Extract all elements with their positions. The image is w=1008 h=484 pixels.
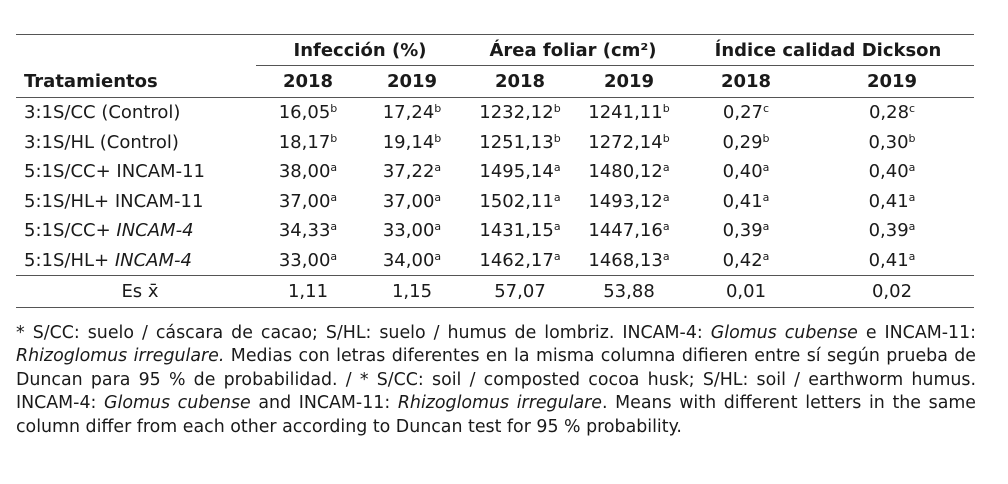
standard-error-value: 1,15 xyxy=(360,276,464,308)
treatment-cell xyxy=(16,157,256,187)
footnote-text: Medias con letras diferentes en la misma columna difieren entre sí según prueba de Duncan para 95 % de probabilidad. / * S/CC: soil / composted cocoa husk; S/HL: soil / earthworm humus. INCAM-4: xyxy=(16,346,976,414)
value-cell xyxy=(360,98,464,128)
value-cell xyxy=(464,157,576,187)
footnote-italic-text: Rhizoglomus irregulare xyxy=(397,393,602,414)
table-row xyxy=(16,246,974,276)
significance-letter: a xyxy=(662,249,670,263)
value: 34,33 xyxy=(278,220,331,242)
value: 33,00 xyxy=(278,249,331,271)
significance-letter: b xyxy=(662,131,670,145)
value: 18,17 xyxy=(278,131,331,153)
value-cell xyxy=(464,98,576,128)
value: 1462,17 xyxy=(479,249,554,271)
standard-error-row xyxy=(16,276,974,308)
value-cell xyxy=(810,216,974,246)
value: 0,40 xyxy=(868,161,909,183)
treatment-cell xyxy=(16,216,256,246)
results-table xyxy=(16,34,974,308)
standard-error-value: 0,01 xyxy=(682,276,810,308)
header-row-years xyxy=(16,66,974,98)
value-cell xyxy=(360,216,464,246)
treatment-label: 5:1S/CC+ xyxy=(24,220,117,242)
footnote-text: and INCAM-11: xyxy=(250,393,398,414)
results-table-container xyxy=(16,34,974,308)
value-cell xyxy=(682,128,810,158)
value-cell xyxy=(682,98,810,128)
significance-letter: a xyxy=(330,190,338,204)
value-cell xyxy=(256,187,360,217)
table-body xyxy=(16,98,974,276)
value-cell xyxy=(464,128,576,158)
significance-letter: b xyxy=(553,131,561,145)
table-row xyxy=(16,187,974,217)
significance-letter: a xyxy=(330,249,338,263)
treatment-label-italic: INCAM-4 xyxy=(116,220,194,242)
value-cell xyxy=(360,157,464,187)
standard-error-value: 53,88 xyxy=(576,276,682,308)
treatment-label: 5:1S/HL+ xyxy=(24,249,115,271)
value: 1502,11 xyxy=(479,190,554,212)
significance-letter: b xyxy=(330,131,338,145)
significance-letter: a xyxy=(762,249,770,263)
value-cell xyxy=(256,246,360,276)
value: 0,41 xyxy=(868,249,909,271)
significance-letter: a xyxy=(762,220,770,234)
value: 1232,12 xyxy=(479,102,554,124)
value-cell xyxy=(810,98,974,128)
table-row xyxy=(16,157,974,187)
value-cell xyxy=(810,157,974,187)
treatment-cell xyxy=(16,128,256,158)
value-cell xyxy=(810,187,974,217)
value: 0,29 xyxy=(722,131,763,153)
significance-letter: a xyxy=(434,190,442,204)
footnote-italic-text: Glomus cubense xyxy=(104,393,251,414)
value: 17,24 xyxy=(382,102,435,124)
significance-letter: b xyxy=(553,102,561,116)
significance-letter: a xyxy=(662,161,670,175)
value-cell xyxy=(682,157,810,187)
value: 37,00 xyxy=(382,190,435,212)
treatment-cell xyxy=(16,187,256,217)
standard-error-value: 0,02 xyxy=(810,276,974,308)
value: 34,00 xyxy=(382,249,435,271)
significance-letter: a xyxy=(662,190,670,204)
value-cell xyxy=(682,216,810,246)
significance-letter: a xyxy=(762,190,770,204)
value-cell xyxy=(256,128,360,158)
value-cell xyxy=(464,216,576,246)
footnote-italic-text: Glomus cubense xyxy=(710,323,858,343)
footnote-text: * S/CC: suelo / cáscara de cacao; S/HL: suelo / humus de lombriz. INCAM-4: xyxy=(16,323,711,343)
significance-letter: a xyxy=(434,220,442,234)
value-cell xyxy=(576,246,682,276)
treatment-label: 5:1S/CC+ INCAM-11 xyxy=(24,161,205,183)
significance-letter: a xyxy=(553,161,561,175)
value: 0,28 xyxy=(868,102,910,124)
significance-letter: a xyxy=(553,220,561,234)
value: 1495,14 xyxy=(479,161,554,183)
significance-letter: b xyxy=(434,131,442,145)
significance-letter: a xyxy=(908,190,916,204)
value-cell xyxy=(810,246,974,276)
significance-letter: a xyxy=(908,220,916,234)
footnote-italic-text: Rhizoglomus irregulare. xyxy=(16,346,225,367)
value: 1493,12 xyxy=(588,190,663,212)
value: 37,22 xyxy=(382,161,435,183)
treatment-label-italic: INCAM-4 xyxy=(114,249,192,271)
value-cell xyxy=(256,98,360,128)
value: 0,30 xyxy=(868,131,909,153)
footnote-text: e INCAM-11: xyxy=(857,323,976,343)
value: 0,41 xyxy=(722,190,763,212)
value: 1468,13 xyxy=(588,249,663,271)
group-header-infection: Infección (%) xyxy=(256,35,464,66)
significance-letter: a xyxy=(908,249,916,263)
significance-letter: a xyxy=(662,220,670,234)
significance-letter: b xyxy=(908,131,916,145)
value: 37,00 xyxy=(278,190,331,212)
year-header: 2018 xyxy=(682,66,810,98)
significance-letter: a xyxy=(553,249,561,263)
significance-letter: a xyxy=(434,161,442,175)
value-cell xyxy=(810,128,974,158)
value-cell xyxy=(576,187,682,217)
value: 1272,14 xyxy=(588,131,663,153)
value: 0,40 xyxy=(722,161,763,183)
treatment-label: 5:1S/HL+ INCAM-11 xyxy=(24,190,204,212)
treatment-label: 3:1S/HL (Control) xyxy=(24,131,179,153)
significance-letter: b xyxy=(330,102,338,116)
value-cell xyxy=(360,128,464,158)
standard-error-value: 57,07 xyxy=(464,276,576,308)
value-cell xyxy=(464,187,576,217)
year-header: 2018 xyxy=(256,66,360,98)
header-empty-cell xyxy=(16,35,256,66)
value: 1241,11 xyxy=(588,102,663,124)
value-cell xyxy=(360,187,464,217)
value-cell xyxy=(576,98,682,128)
group-header-leaf-area: Área foliar (cm²) xyxy=(464,35,682,66)
significance-letter: a xyxy=(330,220,338,234)
value: 0,39 xyxy=(722,220,763,242)
footnote-text: . Means with different letters in the same column differ from each other according to Duncan test for 95 % probability. xyxy=(16,393,976,437)
significance-letter: a xyxy=(434,249,442,263)
value-cell xyxy=(256,157,360,187)
value: 19,14 xyxy=(382,131,435,153)
significance-letter: c xyxy=(909,102,916,116)
value-cell xyxy=(464,246,576,276)
year-header: 2018 xyxy=(464,66,576,98)
table-row xyxy=(16,128,974,158)
value: 33,00 xyxy=(382,220,435,242)
significance-letter: c xyxy=(763,102,770,116)
significance-letter: a xyxy=(553,190,561,204)
table-row xyxy=(16,216,974,246)
year-header: 2019 xyxy=(360,66,464,98)
significance-letter: a xyxy=(762,161,770,175)
treatment-label: 3:1S/CC (Control) xyxy=(24,102,181,124)
value: 0,41 xyxy=(868,190,909,212)
value-cell xyxy=(682,246,810,276)
table-row xyxy=(16,98,974,128)
treatment-cell xyxy=(16,98,256,128)
significance-letter: b xyxy=(662,102,670,116)
value: 1480,12 xyxy=(588,161,663,183)
standard-error-label: Es x̄ xyxy=(16,276,256,308)
value-cell xyxy=(360,246,464,276)
row-header-treatments: Tratamientos xyxy=(16,66,256,98)
value: 0,42 xyxy=(722,249,763,271)
value: 1251,13 xyxy=(479,131,554,153)
value: 16,05 xyxy=(278,102,331,124)
value-cell xyxy=(576,216,682,246)
value: 0,39 xyxy=(868,220,909,242)
standard-error-value: 1,11 xyxy=(256,276,360,308)
value: 38,00 xyxy=(278,161,331,183)
group-header-dickson-index: Índice calidad Dickson xyxy=(682,35,974,66)
value-cell xyxy=(576,128,682,158)
significance-letter: a xyxy=(330,161,338,175)
significance-letter: b xyxy=(762,131,770,145)
treatment-cell xyxy=(16,246,256,276)
header-row-groups xyxy=(16,35,974,66)
significance-letter: a xyxy=(908,161,916,175)
value-cell xyxy=(576,157,682,187)
value: 1431,15 xyxy=(479,220,554,242)
year-header: 2019 xyxy=(576,66,682,98)
value-cell xyxy=(256,216,360,246)
value: 0,27 xyxy=(722,102,763,124)
table-footnote xyxy=(16,322,976,439)
value-cell xyxy=(682,187,810,217)
value: 1447,16 xyxy=(588,220,663,242)
significance-letter: b xyxy=(434,102,442,116)
year-header: 2019 xyxy=(810,66,974,98)
